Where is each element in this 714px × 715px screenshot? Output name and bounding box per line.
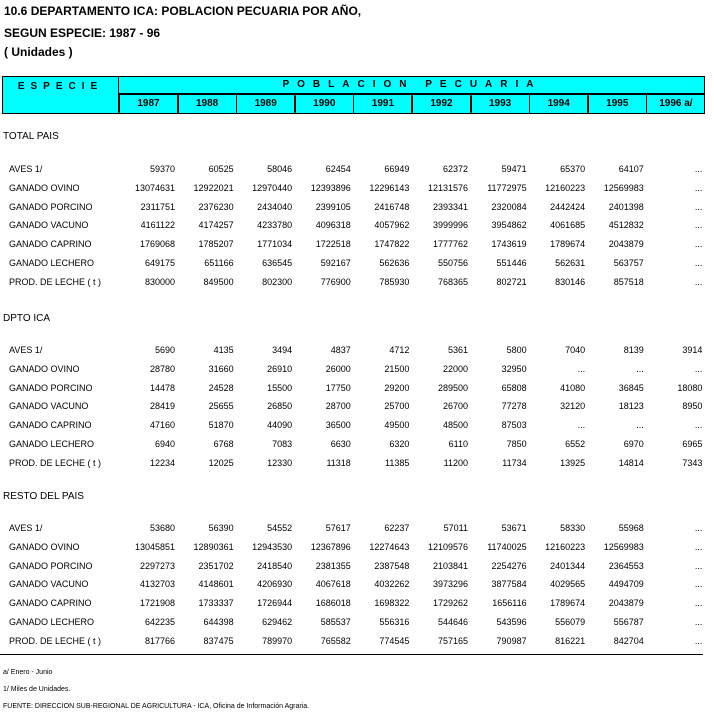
cell-value: 14814 [618, 457, 644, 468]
cell-value: 18080 [677, 382, 703, 393]
cell-value: 4096318 [315, 220, 351, 231]
cell-value: 3877584 [491, 579, 527, 590]
cell-value: 53680 [149, 523, 175, 533]
cell-value: 776900 [320, 276, 351, 287]
cell-value: 62454 [325, 164, 351, 174]
cell-value: 849500 [203, 276, 234, 287]
cell-value: 649175 [144, 258, 175, 268]
cell-value: 2320084 [491, 201, 527, 212]
cell-value: 1686018 [315, 598, 351, 609]
cell-value: 6768 [213, 439, 234, 449]
cell-value: 802300 [262, 276, 293, 287]
row-label: GANADO CAPRINO [9, 598, 92, 609]
cell-value: 2311751 [140, 201, 175, 212]
cell-value: 4206930 [257, 579, 293, 590]
cell-value: 36845 [618, 382, 644, 393]
cell-value: 2393341 [432, 201, 468, 212]
cell-value: 4161122 [140, 220, 175, 231]
cell-value: 28419 [149, 401, 175, 412]
cell-value: 3973296 [432, 579, 468, 590]
row-label: GANADO VACUNO [9, 579, 89, 590]
section-heading: RESTO DEL PAIS [3, 491, 84, 502]
cell-value: 4712 [389, 345, 410, 355]
cell-value: ... [636, 420, 644, 431]
cell-value: 25700 [384, 401, 410, 412]
cell-value: 13045851 [134, 541, 175, 552]
cell-value: 28780 [149, 363, 175, 374]
cell-value: ... [694, 617, 703, 627]
cell-value: 563757 [613, 258, 644, 268]
cell-value: 6970 [623, 439, 644, 449]
section-heading: TOTAL PAIS [3, 131, 59, 142]
cell-value: 5690 [154, 345, 175, 355]
table-row [0, 559, 714, 577]
cell-value: 1698322 [374, 598, 410, 609]
cell-value: 1771034 [257, 239, 293, 250]
cell-value: 789970 [262, 635, 293, 646]
row-label: GANADO PORCINO [9, 382, 93, 393]
cell-value: ... [694, 541, 703, 552]
table-row [0, 596, 714, 614]
cell-value: 2442424 [550, 201, 586, 212]
cell-value: 12274643 [369, 541, 410, 552]
table-row [0, 437, 714, 455]
cell-value: 2297273 [139, 560, 175, 571]
cell-value: 11318 [326, 457, 351, 468]
year-header: 1994 [529, 94, 588, 114]
cell-value: 550756 [437, 258, 468, 268]
cell-value: 65370 [560, 164, 586, 174]
cell-value: 12367896 [310, 541, 351, 552]
cell-value: 1769068 [139, 239, 175, 250]
cell-value: 1733337 [198, 598, 234, 609]
cell-value: 12296143 [369, 182, 410, 193]
cell-value: 6940 [154, 439, 175, 449]
table-row [0, 577, 714, 595]
cell-value: 765582 [320, 635, 351, 646]
cell-value: 2364553 [608, 560, 644, 571]
row-label: GANADO LECHERO [9, 617, 95, 627]
cell-value: 7850 [506, 439, 527, 449]
cell-value: 59471 [501, 164, 527, 174]
cell-value: ... [577, 420, 586, 431]
table-row [0, 275, 714, 293]
row-label: GANADO PORCINO [9, 560, 93, 571]
cell-value: 1789674 [550, 598, 586, 609]
cell-value: 12970440 [252, 182, 293, 193]
row-label: PROD. DE LECHE ( t ) [9, 276, 102, 287]
cell-value: ... [694, 598, 703, 609]
cell-value: 12393896 [310, 182, 351, 193]
cell-value: 47160 [149, 420, 175, 431]
cell-value: 551446 [496, 258, 527, 268]
cell-value: 543596 [496, 617, 527, 627]
cell-value: ... [694, 276, 703, 287]
cell-value: 636545 [262, 258, 293, 268]
table-row [0, 181, 714, 199]
cell-value: 32120 [560, 401, 586, 412]
cell-value: 55968 [618, 523, 644, 533]
cell-value: ... [694, 239, 703, 250]
cell-value: 842704 [613, 635, 644, 646]
cell-value: 2376230 [198, 201, 234, 212]
cell-value: 4148601 [198, 579, 234, 590]
row-label: GANADO OVINO [9, 363, 80, 374]
cell-value: 1785207 [198, 239, 234, 250]
cell-value: ... [694, 523, 703, 533]
cell-value: 2103841 [432, 560, 468, 571]
cell-value: 53671 [501, 523, 527, 533]
cell-value: 5800 [506, 345, 527, 355]
cell-value: 289500 [437, 382, 468, 393]
row-label: GANADO CAPRINO [9, 239, 92, 250]
cell-value: 1777762 [432, 239, 468, 250]
section-heading: DPTO ICA [3, 313, 51, 324]
cell-value: 1743619 [491, 239, 527, 250]
year-header: 1993 [471, 94, 530, 114]
cell-value: 7040 [565, 345, 586, 355]
cell-value: ... [694, 258, 703, 268]
table-row [0, 200, 714, 218]
cell-value: 562631 [555, 258, 586, 268]
cell-value: 5361 [447, 345, 468, 355]
cell-value: ... [694, 164, 703, 174]
cell-value: 1722518 [315, 239, 351, 250]
cell-value: 29200 [384, 382, 410, 393]
cell-value: 4061685 [550, 220, 586, 231]
row-label: GANADO LECHERO [9, 439, 95, 449]
cell-value: 11772975 [487, 182, 527, 193]
cell-value: 26000 [325, 363, 351, 374]
table-row [0, 237, 714, 255]
cell-value: 4135 [213, 345, 234, 355]
cell-value: 774545 [379, 635, 410, 646]
cell-value: 31660 [208, 363, 234, 374]
table-row [0, 634, 714, 652]
cell-value: 62372 [442, 164, 468, 174]
cell-value: ... [694, 560, 703, 571]
row-label: PROD. DE LECHE ( t ) [9, 457, 102, 468]
table-row [0, 162, 714, 180]
row-label: GANADO LECHERO [9, 258, 95, 268]
cell-value: 12109576 [427, 541, 468, 552]
cell-value: 556787 [613, 617, 644, 627]
table-row [0, 615, 714, 633]
cell-value: 22000 [442, 363, 468, 374]
cell-value: 1747822 [374, 239, 410, 250]
table-row [0, 256, 714, 274]
row-label: PROD. DE LECHE ( t ) [9, 635, 102, 646]
cell-value: 2418540 [257, 560, 293, 571]
cell-value: ... [694, 201, 703, 212]
cell-value: 54552 [267, 523, 293, 533]
cell-value: 3914 [682, 345, 703, 355]
table-row [0, 343, 714, 361]
cell-value: 21500 [384, 363, 410, 374]
cell-value: 2043879 [608, 239, 644, 250]
cell-value: 757165 [437, 635, 468, 646]
year-header: 1991 [353, 94, 412, 114]
cell-value: 556316 [379, 617, 410, 627]
cell-value: 12025 [208, 457, 234, 468]
cell-value: 12922021 [193, 182, 234, 193]
cell-value: 62237 [384, 523, 410, 533]
table-title-line2: SEGUN ESPECIE: 1987 - 96 [4, 26, 161, 40]
cell-value: 4512832 [608, 220, 644, 231]
cell-value: ... [636, 363, 644, 374]
cell-value: 77278 [501, 401, 527, 412]
cell-value: 28700 [325, 401, 351, 412]
table-row [0, 540, 714, 558]
year-header: 1995 [588, 94, 647, 114]
cell-value: ... [694, 635, 703, 646]
cell-value: 2434040 [257, 201, 293, 212]
cell-value: 26850 [267, 401, 293, 412]
cell-value: 2351702 [198, 560, 234, 571]
source-note: FUENTE: DIRECCION SUB-REGIONAL DE AGRICULTURA - ICA, Oficina de Información Agraria. [3, 703, 310, 710]
cell-value: 544646 [437, 617, 468, 627]
table-row [0, 456, 714, 474]
cell-value: 790987 [496, 635, 527, 646]
cell-value: 12943530 [252, 541, 293, 552]
cell-value: 1789674 [550, 239, 586, 250]
cell-value: 4174257 [198, 220, 234, 231]
cell-value: 1726944 [257, 598, 293, 609]
cell-value: 768365 [437, 276, 468, 287]
cell-value: 58330 [560, 523, 586, 533]
cell-value: 56390 [208, 523, 234, 533]
cell-value: 66949 [384, 164, 410, 174]
cell-value: 32950 [501, 363, 527, 374]
row-label: GANADO VACUNO [9, 220, 89, 231]
row-label: AVES 1/ [9, 345, 43, 355]
cell-value: 2401344 [550, 560, 586, 571]
cell-value: 18123 [618, 401, 644, 412]
cell-value: 64107 [618, 164, 644, 174]
cell-value: 12569983 [603, 541, 644, 552]
cell-value: 2381355 [315, 560, 351, 571]
cell-value: 629462 [262, 617, 293, 627]
cell-value: 3999996 [432, 220, 468, 231]
cell-value: 2416748 [374, 201, 410, 212]
cell-value: 802721 [496, 276, 527, 287]
cell-value: 3494 [272, 345, 293, 355]
table-units: ( Unidades ) [4, 45, 73, 59]
cell-value: 4132703 [139, 579, 175, 590]
footer-divider [0, 654, 703, 655]
cell-value: 6552 [565, 439, 586, 449]
year-header: 1989 [236, 94, 295, 114]
table-row [0, 521, 714, 539]
cell-value: 4494709 [608, 579, 644, 590]
cell-value: 4029565 [550, 579, 586, 590]
cell-value: 49500 [384, 420, 410, 431]
cell-value: 11200 [443, 457, 468, 468]
cell-value: 2254276 [491, 560, 527, 571]
cell-value: 26700 [442, 401, 468, 412]
cell-value: 857518 [613, 276, 644, 287]
cell-value: 830000 [144, 276, 175, 287]
cell-value: 4067618 [315, 579, 351, 590]
cell-value: 6320 [389, 439, 410, 449]
cell-value: 1721908 [139, 598, 175, 609]
cell-value: 830146 [555, 276, 586, 287]
cell-value: 13925 [560, 457, 586, 468]
cell-value: 24528 [208, 382, 234, 393]
cell-value: 14478 [149, 382, 175, 393]
cell-value: ... [694, 420, 703, 431]
cell-value: 816221 [555, 635, 586, 646]
table-header [2, 76, 705, 114]
year-header: 1996 a/ [646, 94, 705, 114]
row-label: AVES 1/ [9, 523, 43, 533]
row-label: GANADO OVINO [9, 182, 80, 193]
cell-value: 2043879 [608, 598, 644, 609]
cell-value: 59370 [149, 164, 175, 174]
year-header: 1992 [412, 94, 471, 114]
table-row [0, 399, 714, 417]
cell-value: 6630 [330, 439, 351, 449]
cell-value: 8950 [682, 401, 703, 412]
cell-value: 7343 [682, 457, 703, 468]
year-header: 1987 [119, 94, 178, 114]
row-label: GANADO CAPRINO [9, 420, 92, 431]
cell-value: 11740025 [487, 541, 527, 552]
year-header: 1990 [295, 94, 354, 114]
table-row [0, 218, 714, 236]
cell-value: 651166 [204, 258, 234, 268]
cell-value: 12160223 [545, 182, 586, 193]
cell-value: 11734 [502, 457, 527, 468]
cell-value: 7083 [272, 439, 293, 449]
cell-value: 8139 [623, 345, 644, 355]
cell-value: 87503 [501, 420, 527, 431]
cell-value: ... [694, 182, 703, 193]
row-label: AVES 1/ [9, 164, 43, 174]
cell-value: 51870 [208, 420, 234, 431]
cell-value: 12330 [267, 457, 293, 468]
cell-value: 65808 [501, 382, 527, 393]
table-title-line1: 10.6 DEPARTAMENTO ICA: POBLACION PECUARIA POR AÑO, [4, 4, 362, 18]
row-label: GANADO PORCINO [9, 201, 93, 212]
cell-value: 12160223 [545, 541, 586, 552]
cell-value: 12569983 [603, 182, 644, 193]
cell-value: 2401398 [608, 201, 644, 212]
cell-value: 785930 [379, 276, 410, 287]
footnote-1: 1/ Miles de Unidades. [3, 686, 71, 693]
cell-value: 57617 [325, 523, 351, 533]
cell-value: 58046 [267, 164, 293, 174]
cell-value: 12890361 [193, 541, 234, 552]
cell-value: 1656116 [492, 598, 527, 609]
cell-value: ... [694, 220, 703, 231]
cell-value: 26910 [267, 363, 293, 374]
cell-value: 11385 [385, 457, 410, 468]
cell-value: 4233780 [257, 220, 293, 231]
especie-header: ESPECIE [2, 76, 119, 114]
cell-value: 644398 [203, 617, 234, 627]
cell-value: 25655 [208, 401, 234, 412]
cell-value: 592167 [320, 258, 351, 268]
row-label: GANADO VACUNO [9, 401, 89, 412]
cell-value: 12131576 [427, 182, 468, 193]
cell-value: 12234 [149, 457, 175, 468]
cell-value: ... [694, 363, 703, 374]
cell-value: 642235 [144, 617, 175, 627]
cell-value: 3954862 [491, 220, 527, 231]
cell-value: 562636 [379, 258, 410, 268]
cell-value: 6110 [448, 439, 468, 449]
cell-value: 60525 [208, 164, 234, 174]
cell-value: 4837 [330, 345, 351, 355]
cell-value: 837475 [203, 635, 234, 646]
cell-value: 57011 [443, 523, 468, 533]
cell-value: 44090 [267, 420, 293, 431]
cell-value: ... [577, 363, 586, 374]
footnote-a: a/ Enero - Junio [3, 669, 53, 676]
cell-value: 6965 [682, 439, 703, 449]
cell-value: 4057962 [374, 220, 410, 231]
cell-value: 41080 [560, 382, 586, 393]
cell-value: ... [694, 579, 703, 590]
row-label: GANADO OVINO [9, 541, 80, 552]
cell-value: 13074631 [134, 182, 175, 193]
cell-value: 2399105 [315, 201, 351, 212]
poblacion-header: POBLACION PECUARIA [282, 79, 542, 90]
cell-value: 4032262 [374, 579, 410, 590]
cell-value: 817766 [144, 635, 175, 646]
cell-value: 36500 [325, 420, 351, 431]
cell-value: 556079 [555, 617, 586, 627]
cell-value: 2387548 [374, 560, 410, 571]
table-row [0, 381, 714, 399]
cell-value: 17750 [325, 382, 351, 393]
table-row [0, 362, 714, 380]
table-row [0, 418, 714, 436]
cell-value: 48500 [442, 420, 468, 431]
cell-value: 15500 [267, 382, 293, 393]
cell-value: 585537 [320, 617, 351, 627]
year-header: 1988 [178, 94, 237, 114]
cell-value: 1729262 [432, 598, 468, 609]
